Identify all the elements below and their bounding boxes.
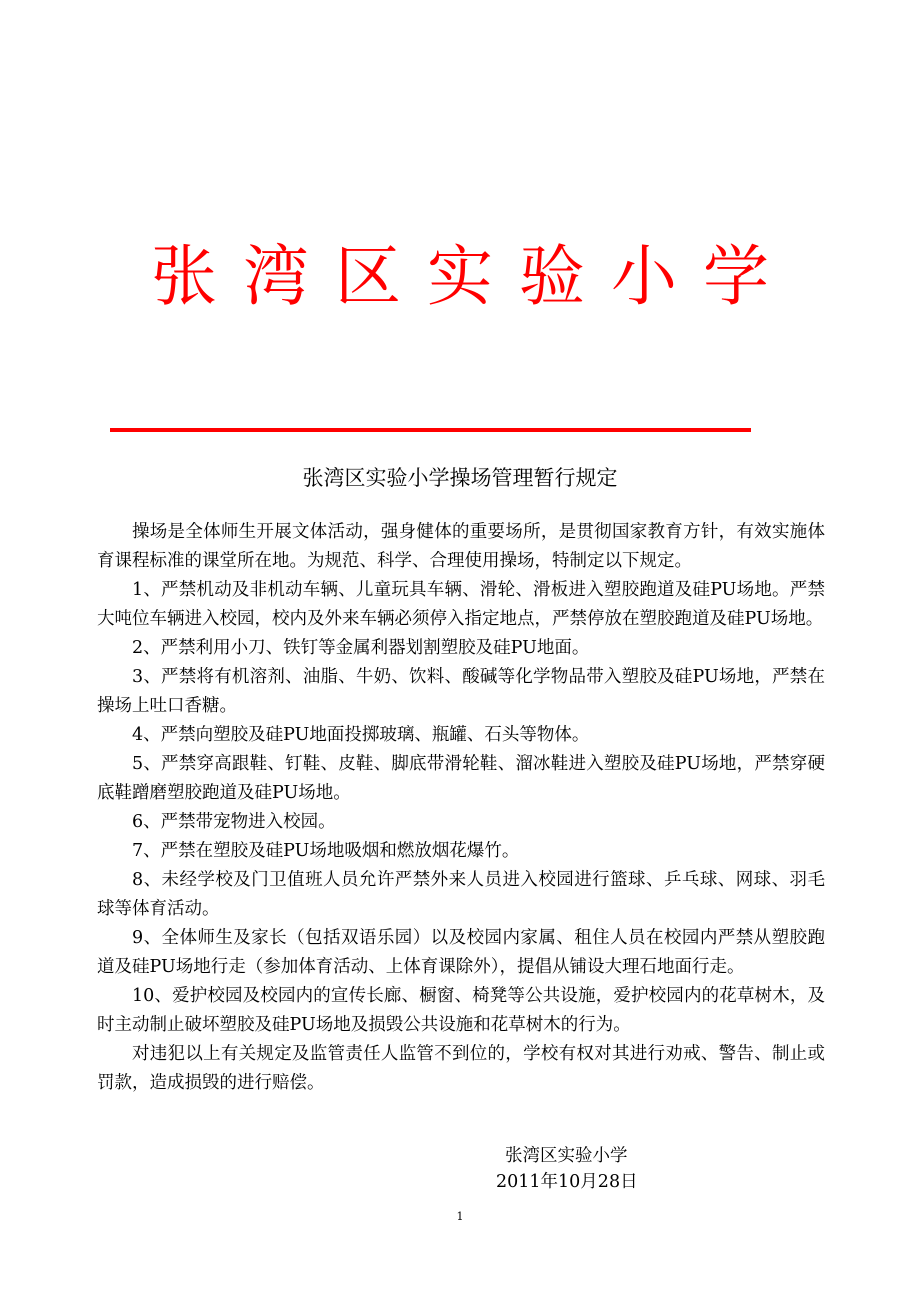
body-paragraph-rule-1: 1、严禁机动及非机动车辆、儿童玩具车辆、滑轮、滑板进入塑胶跑道及硅PU场地。严禁大吨位车辆进入校园，校内及外来车辆必须停入指定地点，严禁停放在塑胶跑道及硅PU场地。 [97,580,825,629]
body-paragraph-rule-9: 9、全体师生及家长（包括双语乐园）以及校园内家属、租住人员在校园内严禁从塑胶跑道及硅PU场地行走（参加体育活动、上体育课除外），提倡从铺设大理石地面行走。 [97,928,825,977]
body-paragraph-rule-7: 7、严禁在塑胶及硅PU场地吸烟和燃放烟花爆竹。 [132,841,520,861]
body-paragraph-rule-10: 10、爱护校园及校园内的宣传长廊、橱窗、椅凳等公共设施，爱护校园内的花草树木，及时主动制止破坏塑胶及硅PU场地及损毁公共设施和花草树木的行为。 [97,986,825,1035]
signature-organization: 张湾区实验小学 [505,1146,628,1166]
signature-date: 2011年10月28日 [496,1172,638,1192]
document-title: 张湾区实验小学操场管理暂行规定 [302,466,618,490]
body-paragraph-penalty: 对违犯以上有关规定及监管责任人监管不到位的，学校有权对其进行劝戒、警告、制止或罚款，造成损毁的进行赔偿。 [97,1044,825,1093]
body-paragraph-rule-5: 5、严禁穿高跟鞋、钉鞋、皮鞋、脚底带滑轮鞋、溜冰鞋进入塑胶及硅PU场地，严禁穿硬底鞋蹭磨塑胶跑道及硅PU场地。 [97,754,825,803]
signature-block [496,1143,638,1195]
red-divider-line [110,428,751,432]
body-paragraph-rule-2: 2、严禁利用小刀、铁钉等金属利器划割塑胶及硅PU地面。 [132,638,590,658]
page-number: 1 [456,1210,464,1223]
document-body [97,518,825,1098]
body-paragraph-rule-8: 8、未经学校及门卫值班人员允许严禁外来人员进入校园进行篮球、乒乓球、网球、羽毛球等体育活动。 [97,870,825,919]
letterhead-school-name: 张湾区实验小学 [151,238,795,315]
body-paragraph-rule-3: 3、严禁将有机溶剂、油脂、牛奶、饮料、酸碱等化学物品带入塑胶及硅PU场地，严禁在操场上吐口香糖。 [97,667,825,716]
body-paragraph-intro: 操场是全体师生开展文体活动，强身健体的重要场所，是贯彻国家教育方针，有效实施体育课程标准的课堂所在地。为规范、科学、合理使用操场，特制定以下规定。 [97,522,825,571]
body-paragraph-rule-4: 4、严禁向塑胶及硅PU地面投掷玻璃、瓶罐、石头等物体。 [132,725,590,745]
body-paragraph-rule-6: 6、严禁带宠物进入校园。 [132,812,336,832]
